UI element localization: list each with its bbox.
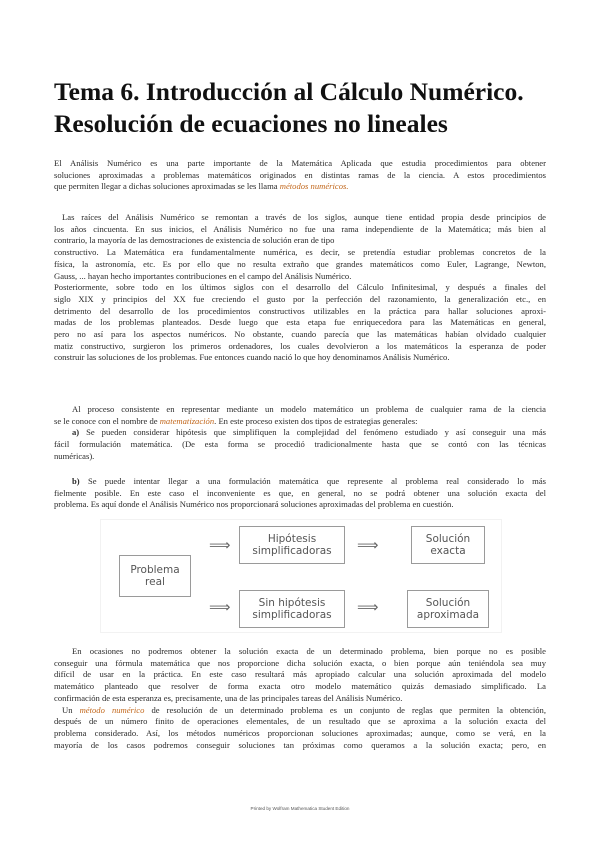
hypotheses-box: Hipótesis simplificadoras: [239, 526, 345, 564]
print-footer: Printed by Wolfram Mathematica Student Edition: [250, 806, 350, 811]
intro-line-3: que permiten llegar a dichas soluciones aproximadas se les llama métodos numéricos.: [54, 181, 349, 192]
history-line: Las raíces del Análisis Numérico se remontan a través de los siglos, aunque tiene entidad propia desde principios de: [62, 212, 546, 222]
term-metodos-numericos: métodos numéricos.: [279, 181, 349, 192]
history-line: constructivo. La Matemática era fundamentalmente numérica, es decir, se pretendía estudiar problemas concretos de la: [54, 247, 546, 258]
history-line: Gauss, ... hayan hecho importantes contribuciones en el campo del Análisis Numérico.: [54, 270, 352, 281]
strategy-diagram: [100, 519, 502, 633]
history-line: matiz constructivo, surgieron los primeros ordenadores, los cuales devolvieron a los matemáticos la esperanza de poder: [54, 340, 546, 351]
history-line: siglo XIX y principios del XX fue creciendo el gusto por la perfección del razonamiento, la generalización etc., en: [54, 293, 546, 304]
history-line: física, la astronomía, etc. Es por ello que no resulta extraño que grandes matemáticos como Euler, Lagrange, Newton,: [54, 258, 546, 269]
arrow-icon: ⟹: [209, 598, 231, 616]
history-line: los años cincuenta. En sus inicios, el Análisis Numérico no fue una rama independiente de la Matemática; más bien al: [54, 223, 546, 234]
history-line: madas de los problemas planteados. Desde luego que esta etapa fue enriquecedora para las Matemáticas en general,: [54, 317, 546, 328]
closing-line: difícil de usar en la práctica. En este caso resultará más apropiado calcular una solución aproximada del modelo: [54, 669, 546, 680]
arrow-icon: ⟹: [357, 536, 379, 554]
definition-line-2: después de un número finito de operaciones elementales, de un resultado que se aproxima a la solución exacta del: [54, 716, 546, 727]
definition-line-1: Un método numérico de resolución de un determinado problema es un conjunto de reglas que permiten la obtención,: [62, 704, 546, 715]
closing-line: confirmación de esta esperanza es, precisamente, una de las principales tareas del Análisis Numérico.: [54, 692, 403, 703]
strategy-b-label: b): [72, 476, 80, 486]
strategy-a-line-2: fácil formulación matemática. (De esta forma se procedió tradicionalmente hasta que se contó con las técnicas: [54, 439, 546, 450]
definition-line-4: mayoría de los casos podremos conseguir soluciones tan próximas como queramos a la solución exacta; pero, en: [54, 739, 546, 750]
intro-line-2: soluciones aproximadas a problemas matemáticos originados en distintas ramas de la ciencia. A estos procedimientos: [54, 169, 546, 180]
strategy-b-line-1: b) Se puede intentar llegar a una formulación matemática que represente al problema real considerado lo más: [72, 476, 546, 486]
strategy-a-line-3: numéricas).: [54, 450, 95, 461]
approx-solution-box: Solución aproximada: [407, 590, 489, 628]
process-line-1: Al proceso consistente en representar mediante un modelo matemático un problema de cualquier rama de la ciencia: [72, 404, 546, 414]
process-line-2: se le conoce con el nombre de matematización. En este proceso existen dos tipos de estrategias generales:: [54, 415, 418, 426]
arrow-icon: ⟹: [209, 536, 231, 554]
history-line: construir las soluciones de los problemas. Fue entonces cuando nació lo que hoy denominamos Análisis Numérico.: [54, 352, 450, 363]
closing-line: matemático planteado que resolver de forma exacta otro modelo matemático quizás demasiado simplificado. La: [54, 681, 546, 692]
history-line: pero no así para los aspectos numéricos. No obstante, cuando parecía que las matemáticas habían olvidado cualquier: [54, 329, 546, 340]
history-line: Posteriormente, sobre todo en los últimos siglos con el desarrollo del Cálculo Infinitesimal, y después a finales del: [54, 282, 546, 293]
term-metodo-numerico: método numérico: [79, 704, 145, 715]
strategy-a-label: a): [72, 427, 80, 438]
title-line-1: Tema 6. Introducción al Cálculo Numérico.: [54, 77, 524, 106]
title-line-2: Resolución de ecuaciones no lineales: [54, 109, 448, 138]
problem-real-box: Problema real: [119, 555, 191, 597]
strategy-b-paragraph: [54, 476, 546, 511]
term-matematizacion: matematización: [159, 415, 215, 426]
closing-line: conseguir una fórmula matemática que nos proporcione dicha solución exacta, o bien porque aún teniéndola sea muy: [54, 657, 546, 668]
definition-line-3: problema considerado. Así, los métodos numéricos proporcionan soluciones aproximadas; aunque, como se verá, en la: [54, 727, 546, 738]
arrow-icon: ⟹: [357, 598, 379, 616]
strategy-b-line-3: problema. Es aquí donde el Análisis Numérico nos proporcionará soluciones aproximadas del problema en cuestión.: [54, 499, 454, 510]
history-paragraph: [54, 212, 546, 364]
closing-line: En ocasiones no podremos obtener la solución exacta de un determinado problema, bien porque no es posible: [72, 646, 546, 656]
page-title: [54, 76, 574, 140]
exact-solution-box: Solución exacta: [411, 526, 485, 564]
no-hypotheses-box: Sin hipótesis simplificadoras: [239, 590, 345, 628]
closing-paragraph: [54, 646, 546, 751]
process-paragraph: [54, 404, 546, 463]
history-line: contrario, la mayoría de las demostraciones de existencia de solución eran de tipo: [54, 235, 335, 246]
intro-line-1: El Análisis Numérico es una parte importante de la Matemática Aplicada que estudia procedimientos para obtener: [54, 158, 546, 168]
strategy-a-line-1: a) Se pueden considerar hipótesis que simplifiquen la complejidad del fenómeno estudiado y así conseguir una más: [72, 427, 546, 438]
history-line: detrimento del desarrollo de los procedimientos constructivos utilizables en la práctica para hallar soluciones aproxi-: [54, 305, 546, 316]
strategy-b-line-2: fielmente posible. En este caso el inconveniente es que, en general, no se podrá obtener una solución exacta del: [54, 487, 546, 498]
intro-paragraph: [54, 158, 546, 193]
